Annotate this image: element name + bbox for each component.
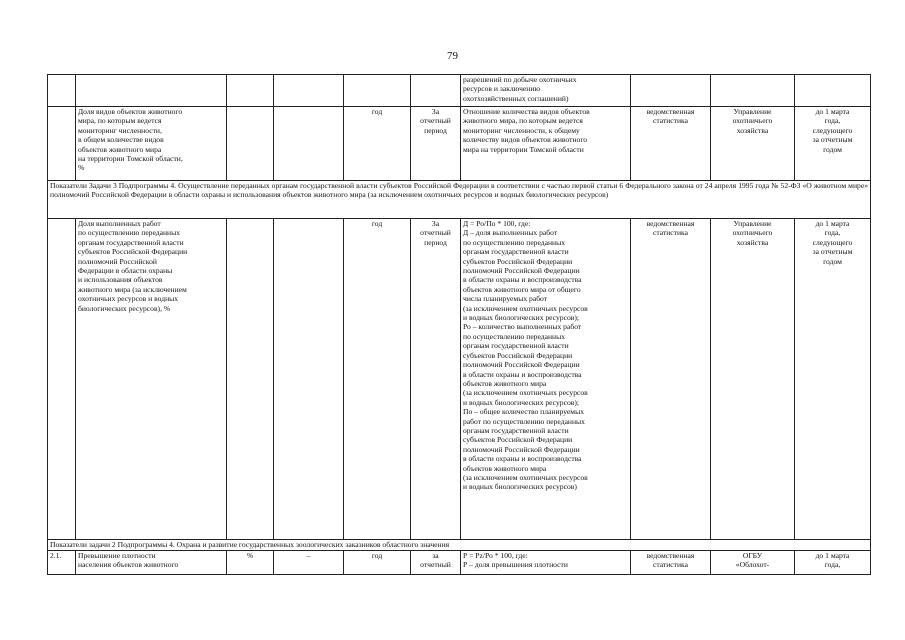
cell-frequency: год — [344, 107, 411, 181]
table-row-continuation — [48, 75, 871, 107]
cell-period: За отчетный период — [411, 219, 461, 540]
cell-formula: Р = Рz/Ро * 100, где: Р – доля превышения плотности — [461, 551, 631, 575]
cell-responsible: ОГБУ «Облохот- — [711, 551, 795, 575]
cell-deadline: до 1 марта года, следующего за отчетным годом — [795, 107, 871, 181]
cell-dash — [274, 107, 344, 181]
cell-frequency — [344, 75, 411, 107]
cell-number — [48, 107, 76, 181]
indicators-table — [47, 74, 871, 575]
cell-number: 2.1. — [48, 551, 76, 575]
cell-unit — [227, 219, 274, 540]
cell-dash — [274, 75, 344, 107]
section-heading: Показатели задачи 2 Подпрограммы 4. Охрана и развитие государственных зоологических заказников областного значения — [48, 540, 871, 551]
cell-unit — [227, 75, 274, 107]
cell-deadline: до 1 марта года, следующего за отчетным годом — [795, 219, 871, 540]
cell-source: ведомственная статистика — [631, 107, 711, 181]
cell-dash: – — [274, 551, 344, 575]
table-row-density — [48, 551, 871, 575]
cell-dash — [274, 219, 344, 540]
cell-deadline: до 1 марта года, — [795, 551, 871, 575]
cell-responsible — [711, 75, 795, 107]
cell-frequency: год — [344, 551, 411, 575]
cell-indicator: Превышение плотности населения объектов животного — [76, 551, 227, 575]
cell-formula: Отношение количества видов объектов животного мира, по которым ведется мониторинг численности, к общему количеству видов объектов животного мира на территории Томской области — [461, 107, 631, 181]
table-section-task3 — [48, 181, 871, 219]
cell-indicator — [76, 75, 227, 107]
cell-period — [411, 75, 461, 107]
cell-responsible: Управление охотничьего хозяйства — [711, 107, 795, 181]
table-section-task2 — [48, 540, 871, 551]
cell-formula: Д = Ро/По * 100, где: Д – доля выполненных работ по осуществлению переданных органам государственной власти субъектов Российской Федерации полномочий Российской Федерации в области охраны и воспроизводства объектов животного мира от общего числа планируемых работ (за исключением охотничьих ресурсов и водных биологических ресурсов); Ро – количество выполненных работ по осуществлению переданных органам государственной власти субъектов Российской Федерации полномочий Российской Федерации в области охраны и воспроизводства объектов животного мира (за исключением охотничьих ресурсов и водных биологических ресурсов); По – общее количество планируемых работ по осуществлению переданных органам государственной власти субъектов Российской Федерации полномочий Российской Федерации в области охраны и воспроизводства объектов животного мира (за исключением охотничьих ресурсов и водных биологических ресурсов) — [461, 219, 631, 540]
cell-period: за отчетный — [411, 551, 461, 575]
cell-period: За отчетный период — [411, 107, 461, 181]
cell-indicator: Доля выполненных работ по осуществлению переданных органам государственной власти субъектов Российской Федерации полномочий Российской Федерации в области охраны и использования объектов животного мира (за исключением охотничьих ресурсов и водных биологических ресурсов), % — [76, 219, 227, 540]
cell-unit: % — [227, 551, 274, 575]
table-row-works-share — [48, 219, 871, 540]
page-number: 79 — [447, 50, 458, 62]
cell-number — [48, 219, 76, 540]
cell-formula: разрешений по добыче охотничьих ресурсов и заключению охотхозяйственных соглашений) — [461, 75, 631, 107]
cell-unit — [227, 107, 274, 181]
cell-source: ведомственная статистика — [631, 219, 711, 540]
cell-responsible: Управление охотничьего хозяйства — [711, 219, 795, 540]
cell-source: ведомственная статистика — [631, 551, 711, 575]
cell-frequency: год — [344, 219, 411, 540]
cell-number — [48, 75, 76, 107]
table-row-species-share — [48, 107, 871, 181]
section-heading: Показатели Задачи 3 Подпрограммы 4. Осуществление переданных органам государственной власти субъектов Российской Федерации в соответствии с частью первой статьи 6 Федерального закона от 24 апреля 1995 года № 52-ФЗ «О животном мире» полномочий Российской Федерации в области охраны и использования объектов животного мира (за исключением охотничьих ресурсов и водных биологических ресурсов) — [48, 181, 871, 219]
cell-source — [631, 75, 711, 107]
cell-deadline — [795, 75, 871, 107]
cell-indicator: Доля видов объектов животного мира, по которым ведется мониторинг численности, в общем количестве видов объектов животного мира на территории Томской области, % — [76, 107, 227, 181]
